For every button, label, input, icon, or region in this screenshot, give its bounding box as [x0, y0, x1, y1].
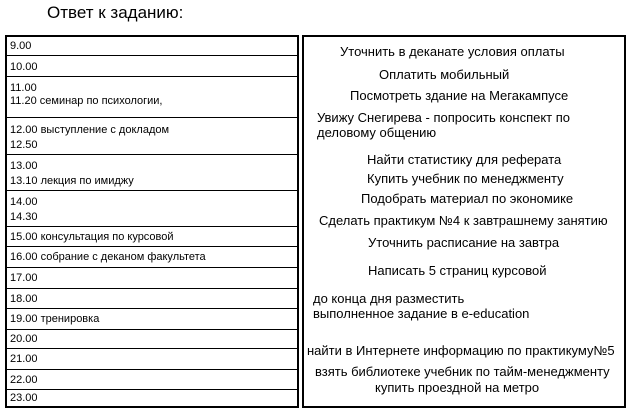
schedule-row [7, 390, 297, 406]
time-slot: 13.10 лекция по имиджу [10, 175, 134, 187]
task-text: деловому общению [317, 125, 437, 140]
schedule-row [7, 330, 297, 349]
task-item [367, 152, 561, 167]
schedule-row [7, 118, 297, 155]
schedule-row [7, 349, 297, 370]
task-text: Уточнить в деканате условия оплаты [340, 44, 565, 59]
task-item [340, 44, 565, 59]
time-slot: 11.00 [10, 82, 37, 94]
schedule-row [7, 155, 297, 191]
schedule-table [5, 35, 299, 408]
time-slot: 19.00 тренировка [10, 313, 100, 325]
schedule-row [7, 370, 297, 390]
time-slot: 9.00 [10, 40, 32, 52]
task-item [368, 235, 559, 250]
schedule-row [7, 247, 297, 268]
task-text: Подобрать материал по экономике [361, 191, 574, 206]
time-slot: 11.20 семинар по психологии, [10, 95, 163, 107]
time-slot: 20.00 [10, 333, 38, 345]
schedule-row [7, 77, 297, 118]
task-item [350, 88, 568, 103]
task-text: Посмотреть здание на Мегакампусе [350, 88, 569, 103]
time-slot: 16.00 собрание с деканом факультета [10, 251, 206, 263]
task-text: Написать 5 страниц курсовой [368, 263, 547, 278]
task-text: Сделать практикум №4 к завтрашнему занятию [319, 213, 608, 228]
task-text: Уточнить расписание на завтра [368, 235, 560, 250]
time-slot: 17.00 [10, 272, 38, 284]
schedule-row [7, 37, 297, 56]
time-slot: 13.00 [10, 160, 38, 172]
time-slot: 23.00 [10, 392, 38, 404]
task-text: купить проездной на метро [375, 380, 540, 395]
task-item [361, 191, 573, 206]
task-text: выполненное задание в e-education [313, 306, 530, 321]
task-item [367, 171, 564, 186]
task-item [313, 291, 529, 321]
time-slot: 21.00 [10, 353, 38, 365]
time-slot: 14.30 [10, 211, 38, 223]
time-slot: 14.00 [10, 196, 38, 208]
time-slot: 22.00 [10, 374, 38, 386]
schedule-row [7, 56, 297, 77]
time-slot: 12.50 [10, 139, 38, 151]
task-text: Оплатить мобильный [379, 67, 510, 82]
schedule-row [7, 191, 297, 227]
task-text: до конца дня разместить [313, 291, 465, 306]
schedule-row [7, 289, 297, 309]
task-text: Найти статистику для реферата [367, 152, 562, 167]
task-text: Увижу Снегирева - попросить конспект по [317, 110, 571, 125]
schedule-row [7, 309, 297, 330]
task-item [379, 67, 509, 82]
task-text: найти в Интернете информацию по практикуму№5 [307, 343, 615, 358]
task-item [317, 110, 570, 140]
time-slot: 15.00 консультация по курсовой [10, 231, 174, 243]
task-item [319, 213, 608, 228]
task-item [307, 343, 615, 358]
time-slot: 18.00 [10, 293, 38, 305]
time-slot: 10.00 [10, 61, 38, 73]
schedule-row [7, 268, 297, 289]
task-item [368, 263, 547, 278]
page-title: Ответ к заданию: [47, 3, 184, 22]
task-item [375, 380, 539, 395]
task-text: Купить учебник по менеджменту [367, 171, 564, 186]
task-item [315, 364, 610, 379]
schedule-row [7, 227, 297, 247]
task-text: взять библиотеке учебник по тайм-менеджменту [315, 364, 610, 379]
time-slot: 12.00 выступление с докладом [10, 124, 170, 136]
task-list [302, 35, 626, 408]
